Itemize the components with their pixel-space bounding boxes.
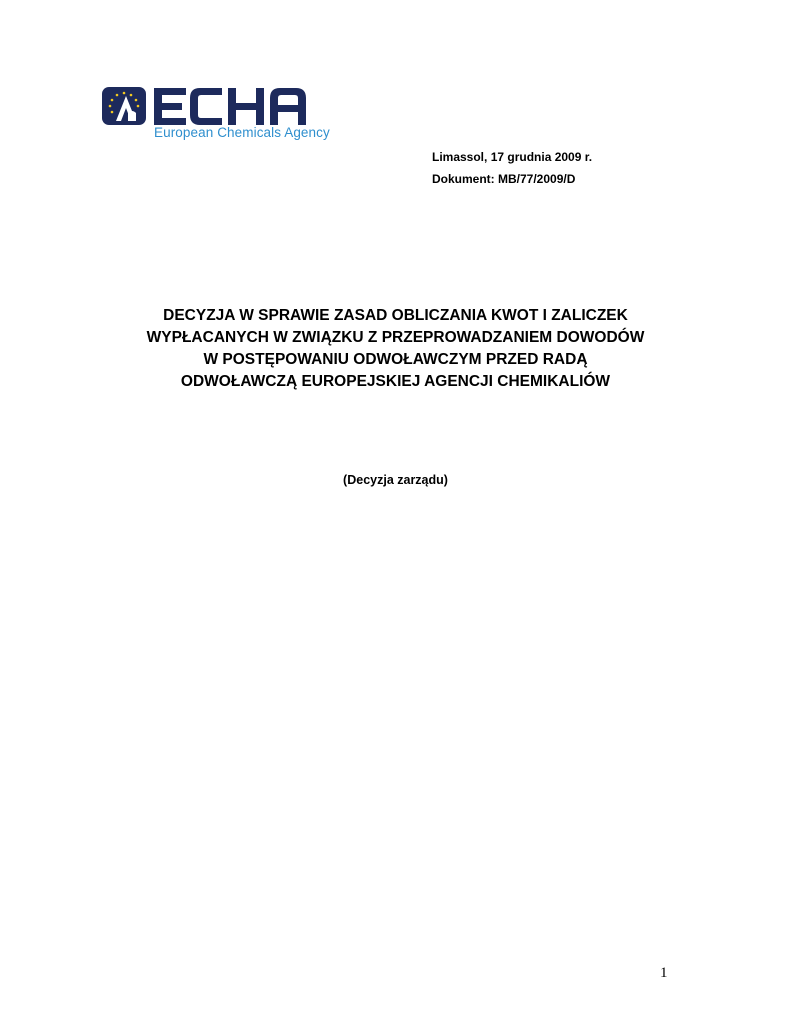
document-title: [60, 305, 731, 393]
title-line: WYPŁACANYCH W ZWIĄZKU Z PRZEPROWADZANIEM DOWODÓW: [146, 329, 645, 346]
document-number: Dokument: MB/77/2009/D: [432, 172, 576, 186]
document-subtitle: (Decyzja zarządu): [343, 473, 448, 487]
logo-subtitle: European Chemicals Agency: [154, 125, 330, 140]
title-line: DECYZJA W SPRAWIE ZASAD OBLICZANIA KWOT I ZALICZEK: [163, 307, 628, 324]
document-date: Limassol, 17 grudnia 2009 r.: [432, 150, 593, 164]
echa-logo-mark: [102, 84, 352, 126]
page-number: 1: [660, 965, 668, 981]
echa-logo: [102, 84, 352, 146]
title-line: ODWOŁAWCZĄ EUROPEJSKIEJ AGENCJI CHEMIKALIÓW: [180, 373, 611, 390]
title-line: W POSTĘPOWANIU ODWOŁAWCZYM PRZED RADĄ: [203, 351, 588, 368]
